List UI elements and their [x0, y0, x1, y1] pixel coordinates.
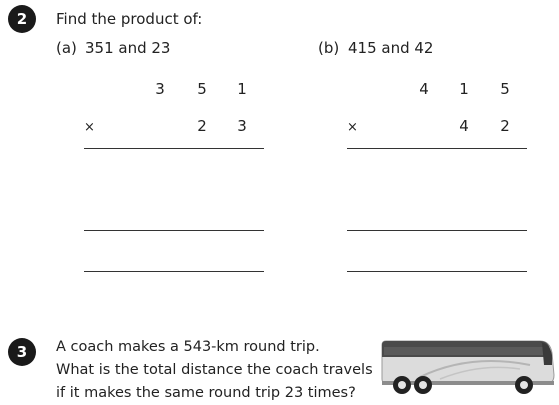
question-2-number: 2: [8, 5, 36, 33]
question-3-line-3: if it makes the same round trip 23 times?: [56, 385, 356, 401]
part-b-text: 415 and 42: [348, 39, 434, 57]
part-a-product-rule: [84, 148, 264, 149]
coach-bus-icon: [380, 335, 556, 399]
part-b-top-digit-hundreds: 4: [419, 80, 429, 98]
part-a-label: (a): [56, 39, 77, 57]
part-a-top-digit-hundreds: 3: [155, 80, 165, 98]
part-a-answer-line-1: [84, 230, 264, 231]
part-b-times-sign: ×: [347, 120, 358, 135]
part-a-top-digit-tens: 5: [197, 80, 207, 98]
part-a-text: 351 and 23: [85, 39, 171, 57]
part-b-top-digit-ones: 5: [500, 80, 510, 98]
question-3-line-2: What is the total distance the coach travels: [56, 362, 373, 378]
question-3-number: 3: [8, 338, 36, 366]
part-b-bottom-digit-tens: 4: [459, 117, 469, 135]
part-b-answer-line-2: [347, 271, 527, 272]
part-b-answer-line-1: [347, 230, 527, 231]
part-a-top-digit-ones: 1: [237, 80, 247, 98]
part-a-bottom-digit-ones: 3: [237, 117, 247, 135]
part-a-times-sign: ×: [84, 120, 95, 135]
question-2-prompt: Find the product of:: [56, 10, 203, 28]
part-b-label: (b): [318, 39, 340, 57]
part-a-bottom-digit-tens: 2: [197, 117, 207, 135]
part-a-answer-line-2: [84, 271, 264, 272]
part-b-product-rule: [347, 148, 527, 149]
question-3-line-1: A coach makes a 543-km round trip.: [56, 339, 320, 355]
part-b-top-digit-tens: 1: [459, 80, 469, 98]
part-b-bottom-digit-ones: 2: [500, 117, 510, 135]
